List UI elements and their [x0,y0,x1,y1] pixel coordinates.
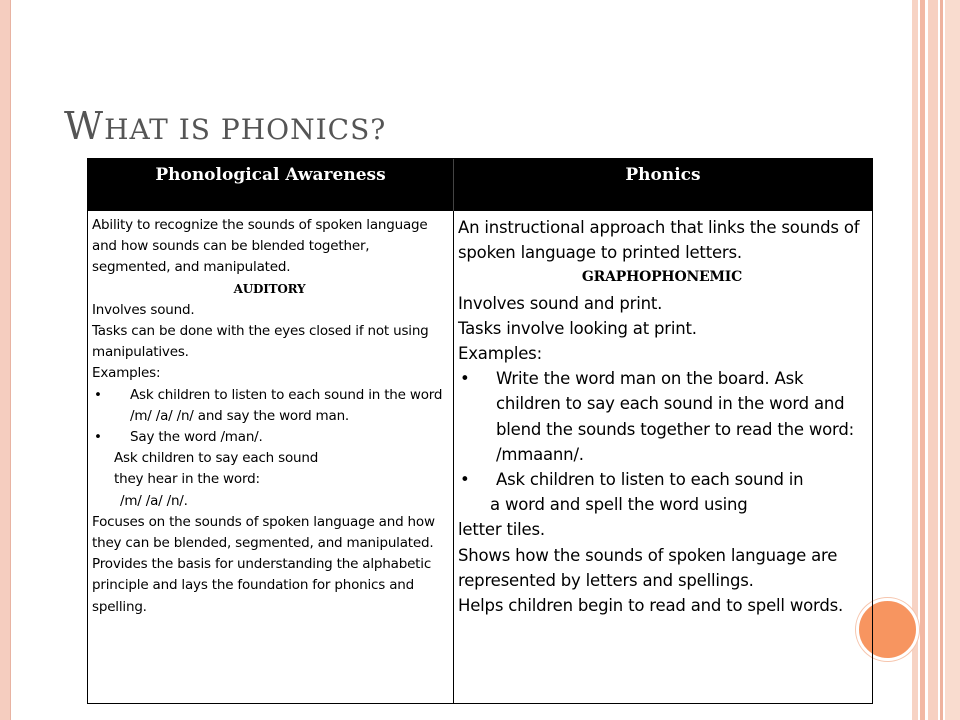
pa-basis: Provides the basis for understanding the alphabetic principle and lays the foundation for phonics and spelling. [92,556,432,615]
bullet-icon: • [460,470,470,490]
stripe [940,0,943,720]
pa-involves: Involves sound. [92,301,195,318]
ph-bullet-text: Write the word man on the board. Ask children to say each sound in the word and blend the sounds together to read the word: /mmaann/. [496,369,854,464]
pa-focus: Focuses on the sounds of spoken language and how they can be blended, segmented, and manipulated. [92,513,435,552]
ph-bullet-item [458,366,866,467]
pa-bullet-item [92,385,447,427]
ph-examples-label: Examples: [458,344,542,364]
ph-continuation: letter tiles. [458,520,545,540]
phonological-awareness-cell [88,211,454,703]
pa-continuation: Ask children to say each sound [114,450,319,467]
pa-heading-auditory: AUDITORY [233,281,306,296]
title-initial: W [64,104,105,148]
pa-examples-label: Examples: [92,365,161,382]
bullet-icon: • [94,386,102,403]
pa-tasks: Tasks can be done with the eyes closed if not using manipulatives. [92,323,429,361]
pa-definition: Ability to recognize the sounds of spoken language and how sounds can be blended together, segmented, and manipulated. [92,217,428,276]
decorative-stripes [912,0,960,720]
ph-involves: Involves sound and print. [458,293,663,313]
ph-shows: Shows how the sounds of spoken language are represented by letters and spellings. [458,545,838,590]
stripe [920,0,925,720]
pa-bullet-text: Ask children to listen to each sound in the word /m/ /a/ /n/ and say the word man. [130,386,443,424]
header-phonological-awareness: Phonological Awareness [88,159,454,211]
stripe [945,0,960,720]
ph-bullet-item [458,467,866,492]
ph-definition: An instructional approach that links the sounds of spoken language to printed letters. [458,218,860,263]
ph-heading-graphophonemic: GRAPHOPHONEMIC [581,269,743,286]
header-phonics: Phonics [454,159,872,211]
slide-title [64,104,386,148]
slide-left-border [0,0,11,720]
ph-helps: Helps children begin to read and to spell words. [458,596,844,616]
title-rest: HAT IS PHONICS? [104,113,387,146]
pa-continuation: /m/ /a/ /n/. [120,492,188,509]
ph-continuation: a word and spell the word using [490,495,748,515]
ph-bullet-text: Ask children to listen to each sound in [496,470,804,490]
bullet-icon: • [94,429,102,446]
phonics-cell [454,211,872,703]
pa-continuation: they hear in the word: [114,471,260,488]
ph-tasks: Tasks involve looking at print. [458,318,697,338]
comparison-table [87,158,873,704]
pa-bullet-text: Say the word /man/. [130,429,263,446]
stripe [928,0,938,720]
bullet-icon: • [460,369,470,389]
pa-bullet-item [92,427,447,448]
